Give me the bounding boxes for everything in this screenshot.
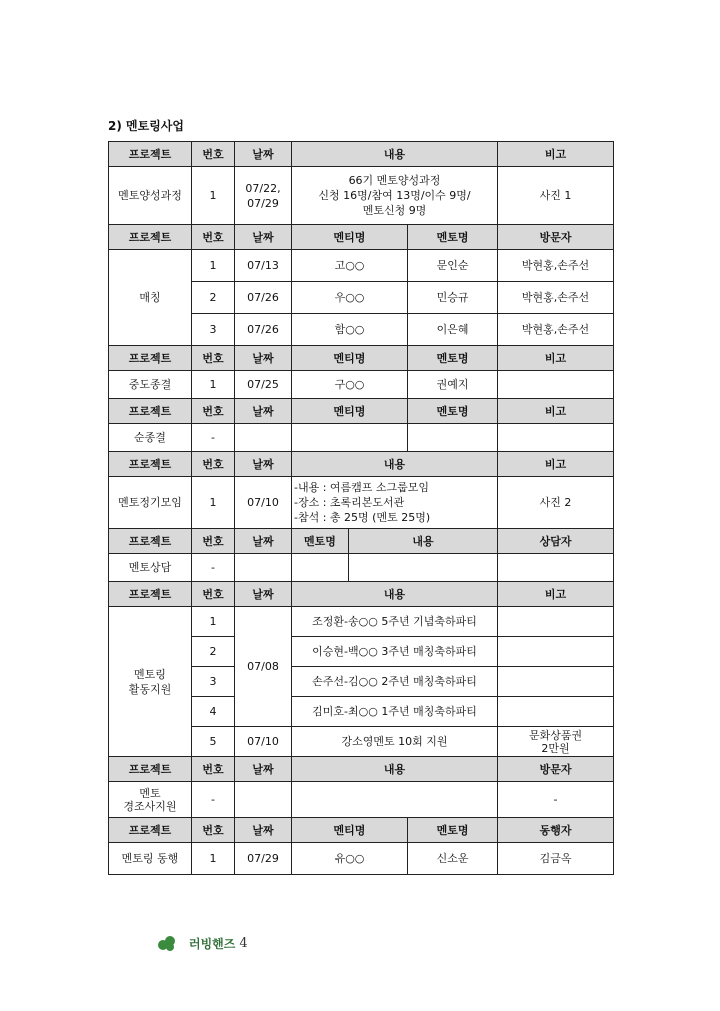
number-cell: - xyxy=(192,554,235,582)
visitor-cell: 박현홍,손주선 xyxy=(498,250,614,282)
content-cell: -내용 : 여름캠프 소그룹모임 -장소 : 초록리본도서관 -참석 : 총 25명 (멘토 25명) xyxy=(292,477,498,529)
mentor-cell: 이은혜 xyxy=(408,314,498,346)
header-mentor: 멘토명 xyxy=(408,399,498,424)
table-row xyxy=(109,424,614,452)
visitor-cell: 박현홍,손주선 xyxy=(498,282,614,314)
header-date: 날짜 xyxy=(235,757,292,782)
header-visitor: 방문자 xyxy=(498,757,614,782)
header-number: 번호 xyxy=(192,452,235,477)
date-cell: 07/08 xyxy=(235,607,292,727)
header-note: 비고 xyxy=(498,582,614,607)
table-row xyxy=(109,782,614,818)
number-cell: 5 xyxy=(192,727,235,757)
header-mentee: 멘티명 xyxy=(292,346,408,371)
header-date: 날짜 xyxy=(235,142,292,167)
header-mentor: 멘토명 xyxy=(408,818,498,843)
header-number: 번호 xyxy=(192,399,235,424)
content-cell xyxy=(349,554,498,582)
number-cell: 1 xyxy=(192,477,235,529)
content-cell xyxy=(292,782,498,818)
date-cell: 07/10 xyxy=(235,477,292,529)
date-cell: 07/22, 07/29 xyxy=(235,167,292,225)
table-row xyxy=(109,843,614,875)
mentor-cell: 문인순 xyxy=(408,250,498,282)
mentee-cell xyxy=(292,424,408,452)
header-content: 내용 xyxy=(349,529,498,554)
number-cell: 4 xyxy=(192,697,235,727)
number-cell: 1 xyxy=(192,167,235,225)
header-mentee: 멘티명 xyxy=(292,225,408,250)
header-row xyxy=(109,225,614,250)
header-date: 날짜 xyxy=(235,818,292,843)
mentee-cell: 유○○ xyxy=(292,843,408,875)
companion-cell: 김금옥 xyxy=(498,843,614,875)
page-number: 4 xyxy=(239,935,248,951)
header-number: 번호 xyxy=(192,582,235,607)
header-note: 비고 xyxy=(498,452,614,477)
section-title: 2) 멘토링사업 xyxy=(108,119,184,133)
mentor-cell: 신소운 xyxy=(408,843,498,875)
number-cell: 2 xyxy=(192,282,235,314)
number-cell: 1 xyxy=(192,371,235,399)
content-cell: 김미호-최○○ 1주년 매칭축하파티 xyxy=(292,697,498,727)
header-number: 번호 xyxy=(192,757,235,782)
header-project: 프로젝트 xyxy=(109,225,192,250)
mentee-cell: 함○○ xyxy=(292,314,408,346)
number-cell: 2 xyxy=(192,637,235,667)
header-number: 번호 xyxy=(192,225,235,250)
header-date: 날짜 xyxy=(235,452,292,477)
table-row xyxy=(109,167,614,225)
header-mentor: 멘토명 xyxy=(292,529,349,554)
header-number: 번호 xyxy=(192,529,235,554)
header-project: 프로젝트 xyxy=(109,142,192,167)
project-cell: 멘토링 활동지원 xyxy=(109,607,192,757)
visitor-cell: - xyxy=(498,782,614,818)
number-cell: - xyxy=(192,782,235,818)
header-project: 프로젝트 xyxy=(109,399,192,424)
date-cell: 07/13 xyxy=(235,250,292,282)
header-mentee: 멘티명 xyxy=(292,399,408,424)
number-cell: 1 xyxy=(192,843,235,875)
project-cell: 멘토정기모임 xyxy=(109,477,192,529)
mentee-cell: 구○○ xyxy=(292,371,408,399)
date-cell xyxy=(235,424,292,452)
table-row xyxy=(109,554,614,582)
header-row xyxy=(109,346,614,371)
header-row xyxy=(109,582,614,607)
date-cell: 07/25 xyxy=(235,371,292,399)
counselor-cell xyxy=(498,554,614,582)
note-cell xyxy=(498,371,614,399)
header-project: 프로젝트 xyxy=(109,346,192,371)
header-row xyxy=(109,757,614,782)
header-row xyxy=(109,399,614,424)
header-content: 내용 xyxy=(292,582,498,607)
number-cell: 3 xyxy=(192,314,235,346)
content-cell: 66기 멘토양성과정 신청 16명/참여 13명/이수 9명/ 멘토신청 9명 xyxy=(292,167,498,225)
table-row xyxy=(109,371,614,399)
note-cell xyxy=(498,637,614,667)
header-row xyxy=(109,452,614,477)
date-cell: 07/29 xyxy=(235,843,292,875)
mentoring-table xyxy=(108,141,614,875)
project-cell: 매칭 xyxy=(109,250,192,346)
header-counselor: 상담자 xyxy=(498,529,614,554)
header-project: 프로젝트 xyxy=(109,582,192,607)
header-companion: 동행자 xyxy=(498,818,614,843)
mentor-cell xyxy=(408,424,498,452)
note-cell xyxy=(498,607,614,637)
mentor-cell xyxy=(292,554,349,582)
note-cell xyxy=(498,424,614,452)
mentee-cell: 우○○ xyxy=(292,282,408,314)
note-cell: 사진 1 xyxy=(498,167,614,225)
brand-name: 러빙핸즈 xyxy=(189,936,236,951)
project-cell: 중도종결 xyxy=(109,371,192,399)
header-number: 번호 xyxy=(192,818,235,843)
header-content: 내용 xyxy=(292,757,498,782)
date-cell: 07/10 xyxy=(235,727,292,757)
number-cell: 1 xyxy=(192,607,235,637)
header-note: 비고 xyxy=(498,142,614,167)
project-cell: 순종결 xyxy=(109,424,192,452)
header-project: 프로젝트 xyxy=(109,452,192,477)
header-date: 날짜 xyxy=(235,582,292,607)
header-number: 번호 xyxy=(192,346,235,371)
mentor-cell: 민승규 xyxy=(408,282,498,314)
header-date: 날짜 xyxy=(235,346,292,371)
content-cell: 조정환-송○○ 5주년 기념축하파티 xyxy=(292,607,498,637)
number-cell: - xyxy=(192,424,235,452)
header-row xyxy=(109,818,614,843)
number-cell: 1 xyxy=(192,250,235,282)
header-note: 비고 xyxy=(498,399,614,424)
page-footer xyxy=(157,934,248,952)
project-cell: 멘토상담 xyxy=(109,554,192,582)
table-row xyxy=(109,477,614,529)
loving-hands-logo-icon xyxy=(157,934,185,952)
number-cell: 3 xyxy=(192,667,235,697)
content-cell: 손주선-김○○ 2주년 매칭축하파티 xyxy=(292,667,498,697)
header-project: 프로젝트 xyxy=(109,757,192,782)
header-date: 날짜 xyxy=(235,399,292,424)
table-row xyxy=(109,250,614,282)
visitor-cell: 박현홍,손주선 xyxy=(498,314,614,346)
date-cell: 07/26 xyxy=(235,282,292,314)
header-project: 프로젝트 xyxy=(109,818,192,843)
note-cell xyxy=(498,667,614,697)
header-mentor: 멘토명 xyxy=(408,346,498,371)
project-cell: 멘토양성과정 xyxy=(109,167,192,225)
date-cell xyxy=(235,782,292,818)
date-cell xyxy=(235,554,292,582)
note-cell: 문화상품권 2만원 xyxy=(498,727,614,757)
header-content: 내용 xyxy=(292,452,498,477)
header-mentor: 멘토명 xyxy=(408,225,498,250)
project-cell: 멘토링 동행 xyxy=(109,843,192,875)
header-row xyxy=(109,142,614,167)
header-row xyxy=(109,529,614,554)
date-cell: 07/26 xyxy=(235,314,292,346)
header-date: 날짜 xyxy=(235,225,292,250)
header-note: 비고 xyxy=(498,346,614,371)
header-mentee: 멘티명 xyxy=(292,818,408,843)
content-cell: 강소영멘토 10회 지원 xyxy=(292,727,498,757)
note-cell: 사진 2 xyxy=(498,477,614,529)
content-cell: 이승현-백○○ 3주년 매칭축하파티 xyxy=(292,637,498,667)
table-row xyxy=(109,607,614,637)
header-date: 날짜 xyxy=(235,529,292,554)
header-visitor: 방문자 xyxy=(498,225,614,250)
header-number: 번호 xyxy=(192,142,235,167)
header-project: 프로젝트 xyxy=(109,529,192,554)
mentor-cell: 권예지 xyxy=(408,371,498,399)
project-cell: 멘토 경조사지원 xyxy=(109,782,192,818)
note-cell xyxy=(498,697,614,727)
header-content: 내용 xyxy=(292,142,498,167)
mentee-cell: 고○○ xyxy=(292,250,408,282)
